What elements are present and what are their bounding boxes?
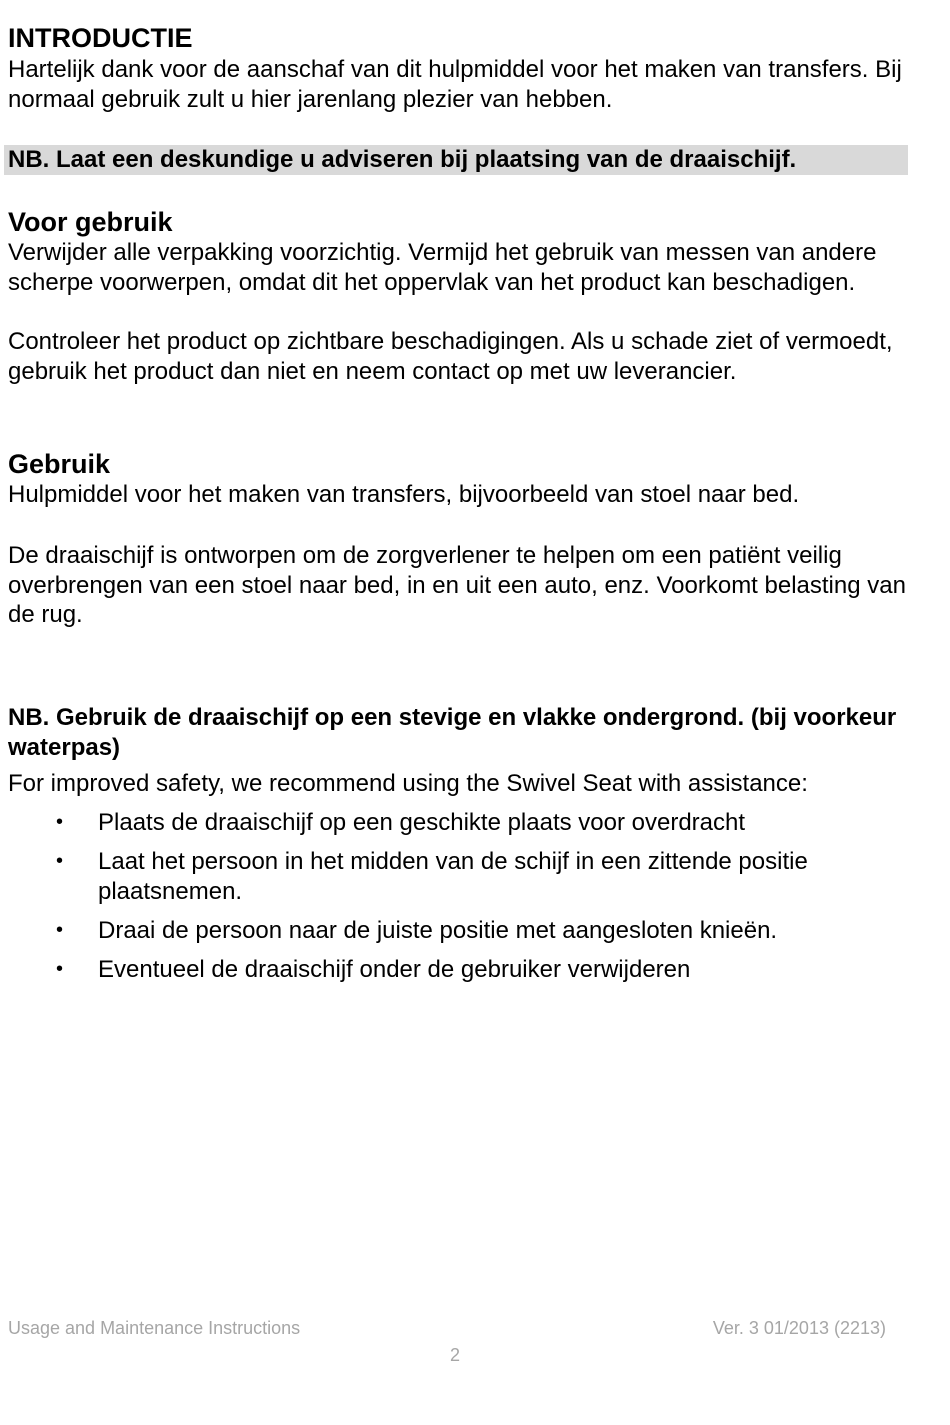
steps-list [0,808,900,994]
use-paragraph-2: De draaischijf is ontworpen om de zorgverlener te helpen om een patiënt veilig overbrengen van een stoel naar bed, in en uit een auto, enz. Voorkomt belasting van de rug. [8,542,906,628]
highlighted-note-text: NB. Laat een deskundige u adviseren bij plaatsing van de draaischijf. [8,146,797,173]
list-item [0,955,900,985]
before-use-paragraph-1: Verwijder alle verpakking voorzichtig. Vermijd het gebruik van messen van andere scherpe voorwerpen, omdat dit het oppervlak van het product kan beschadigen. [8,239,877,296]
footer-title: Usage and Maintenance Instructions [8,1318,301,1338]
list-item [0,847,900,906]
bullet-icon: • [56,811,64,833]
bullet-icon: • [56,850,64,872]
before-use-paragraph-2: Controleer het product op zichtbare beschadigingen. Als u schade ziet of vermoedt, gebruik het product dan niet en neem contact op met uw leverancier. [8,328,893,385]
list-item-text: Eventueel de draaischijf onder de gebruiker verwijderen [98,955,691,983]
list-item [0,916,900,946]
footer-version: Ver. 3 01/2013 (2213) [712,1318,886,1338]
intro-heading: INTRODUCTIE [8,23,193,53]
surface-note: NB. Gebruik de draaischijf op een stevige en vlakke ondergrond. (bij voorkeur waterpas) [8,704,897,761]
before-use-heading: Voor gebruik [8,207,173,237]
list-item-text: Draai de persoon naar de juiste positie met aangesloten knieën. [98,916,778,944]
list-item-text: Laat het persoon in het midden van de schijf in een zittende positie plaatsnemen. [98,848,808,905]
use-heading: Gebruik [8,449,111,479]
intro-text: Hartelijk dank voor de aanschaf van dit hulpmiddel voor het maken van transfers. Bij normaal gebruik zult u hier jarenlang plezier van hebben. [8,56,902,113]
use-paragraph-1: Hulpmiddel voor het maken van transfers, bijvoorbeeld van stoel naar bed. [8,481,800,508]
list-item-text: Plaats de draaischijf op een geschikte plaats voor overdracht [98,809,746,836]
page-number: 2 [449,1345,460,1365]
bullet-icon: • [56,918,64,941]
highlighted-note [4,145,908,175]
bullet-icon: • [56,957,64,980]
safety-intro: For improved safety, we recommend using the Swivel Seat with assistance: [8,770,808,797]
list-item [0,808,900,838]
